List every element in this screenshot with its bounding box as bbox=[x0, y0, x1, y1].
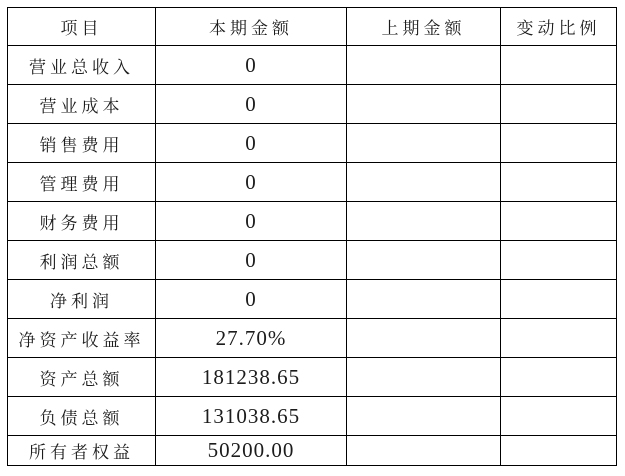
change-ratio-cell bbox=[501, 124, 617, 163]
item-cell: 负债总额 bbox=[8, 397, 156, 436]
item-cell: 资产总额 bbox=[8, 358, 156, 397]
previous-amount-cell bbox=[347, 124, 501, 163]
table-row-selling-expenses bbox=[8, 124, 617, 163]
header-current-amount: 本期金额 bbox=[156, 8, 347, 46]
change-ratio-cell bbox=[501, 358, 617, 397]
current-amount-cell: 0 bbox=[156, 202, 347, 241]
current-amount-cell: 0 bbox=[156, 280, 347, 319]
header-row bbox=[8, 8, 617, 46]
table-row-total-revenue bbox=[8, 46, 617, 85]
header-change-ratio: 变动比例 bbox=[501, 8, 617, 46]
table-row-owners-equity bbox=[8, 436, 617, 466]
change-ratio-cell bbox=[501, 319, 617, 358]
change-ratio-cell bbox=[501, 163, 617, 202]
financial-summary-table bbox=[7, 7, 617, 466]
previous-amount-cell bbox=[347, 202, 501, 241]
item-cell: 财务费用 bbox=[8, 202, 156, 241]
header-item: 项目 bbox=[8, 8, 156, 46]
previous-amount-cell bbox=[347, 280, 501, 319]
change-ratio-cell bbox=[501, 280, 617, 319]
previous-amount-cell bbox=[347, 46, 501, 85]
table-row-roe bbox=[8, 319, 617, 358]
table-row-net-profit bbox=[8, 280, 617, 319]
item-cell: 所有者权益 bbox=[8, 436, 156, 466]
change-ratio-cell bbox=[501, 436, 617, 466]
item-cell: 净利润 bbox=[8, 280, 156, 319]
change-ratio-cell bbox=[501, 241, 617, 280]
previous-amount-cell bbox=[347, 85, 501, 124]
current-amount-cell: 181238.65 bbox=[156, 358, 347, 397]
item-cell: 管理费用 bbox=[8, 163, 156, 202]
item-cell: 销售费用 bbox=[8, 124, 156, 163]
change-ratio-cell bbox=[501, 202, 617, 241]
change-ratio-cell bbox=[501, 397, 617, 436]
table-row-operating-cost bbox=[8, 85, 617, 124]
change-ratio-cell bbox=[501, 46, 617, 85]
current-amount-cell: 27.70% bbox=[156, 319, 347, 358]
current-amount-cell: 50200.00 bbox=[156, 436, 347, 466]
previous-amount-cell bbox=[347, 397, 501, 436]
current-amount-cell: 131038.65 bbox=[156, 397, 347, 436]
table-row-admin-expenses bbox=[8, 163, 617, 202]
change-ratio-cell bbox=[501, 85, 617, 124]
table-row-total-assets bbox=[8, 358, 617, 397]
table-row-total-profit bbox=[8, 241, 617, 280]
item-cell: 净资产收益率 bbox=[8, 319, 156, 358]
previous-amount-cell bbox=[347, 358, 501, 397]
item-cell: 营业总收入 bbox=[8, 46, 156, 85]
table-row-finance-expenses bbox=[8, 202, 617, 241]
table-row-total-liabilities bbox=[8, 397, 617, 436]
previous-amount-cell bbox=[347, 436, 501, 466]
previous-amount-cell bbox=[347, 319, 501, 358]
previous-amount-cell bbox=[347, 163, 501, 202]
current-amount-cell: 0 bbox=[156, 85, 347, 124]
current-amount-cell: 0 bbox=[156, 124, 347, 163]
previous-amount-cell bbox=[347, 241, 501, 280]
header-previous-amount: 上期金额 bbox=[347, 8, 501, 46]
current-amount-cell: 0 bbox=[156, 46, 347, 85]
current-amount-cell: 0 bbox=[156, 163, 347, 202]
item-cell: 利润总额 bbox=[8, 241, 156, 280]
current-amount-cell: 0 bbox=[156, 241, 347, 280]
item-cell: 营业成本 bbox=[8, 85, 156, 124]
